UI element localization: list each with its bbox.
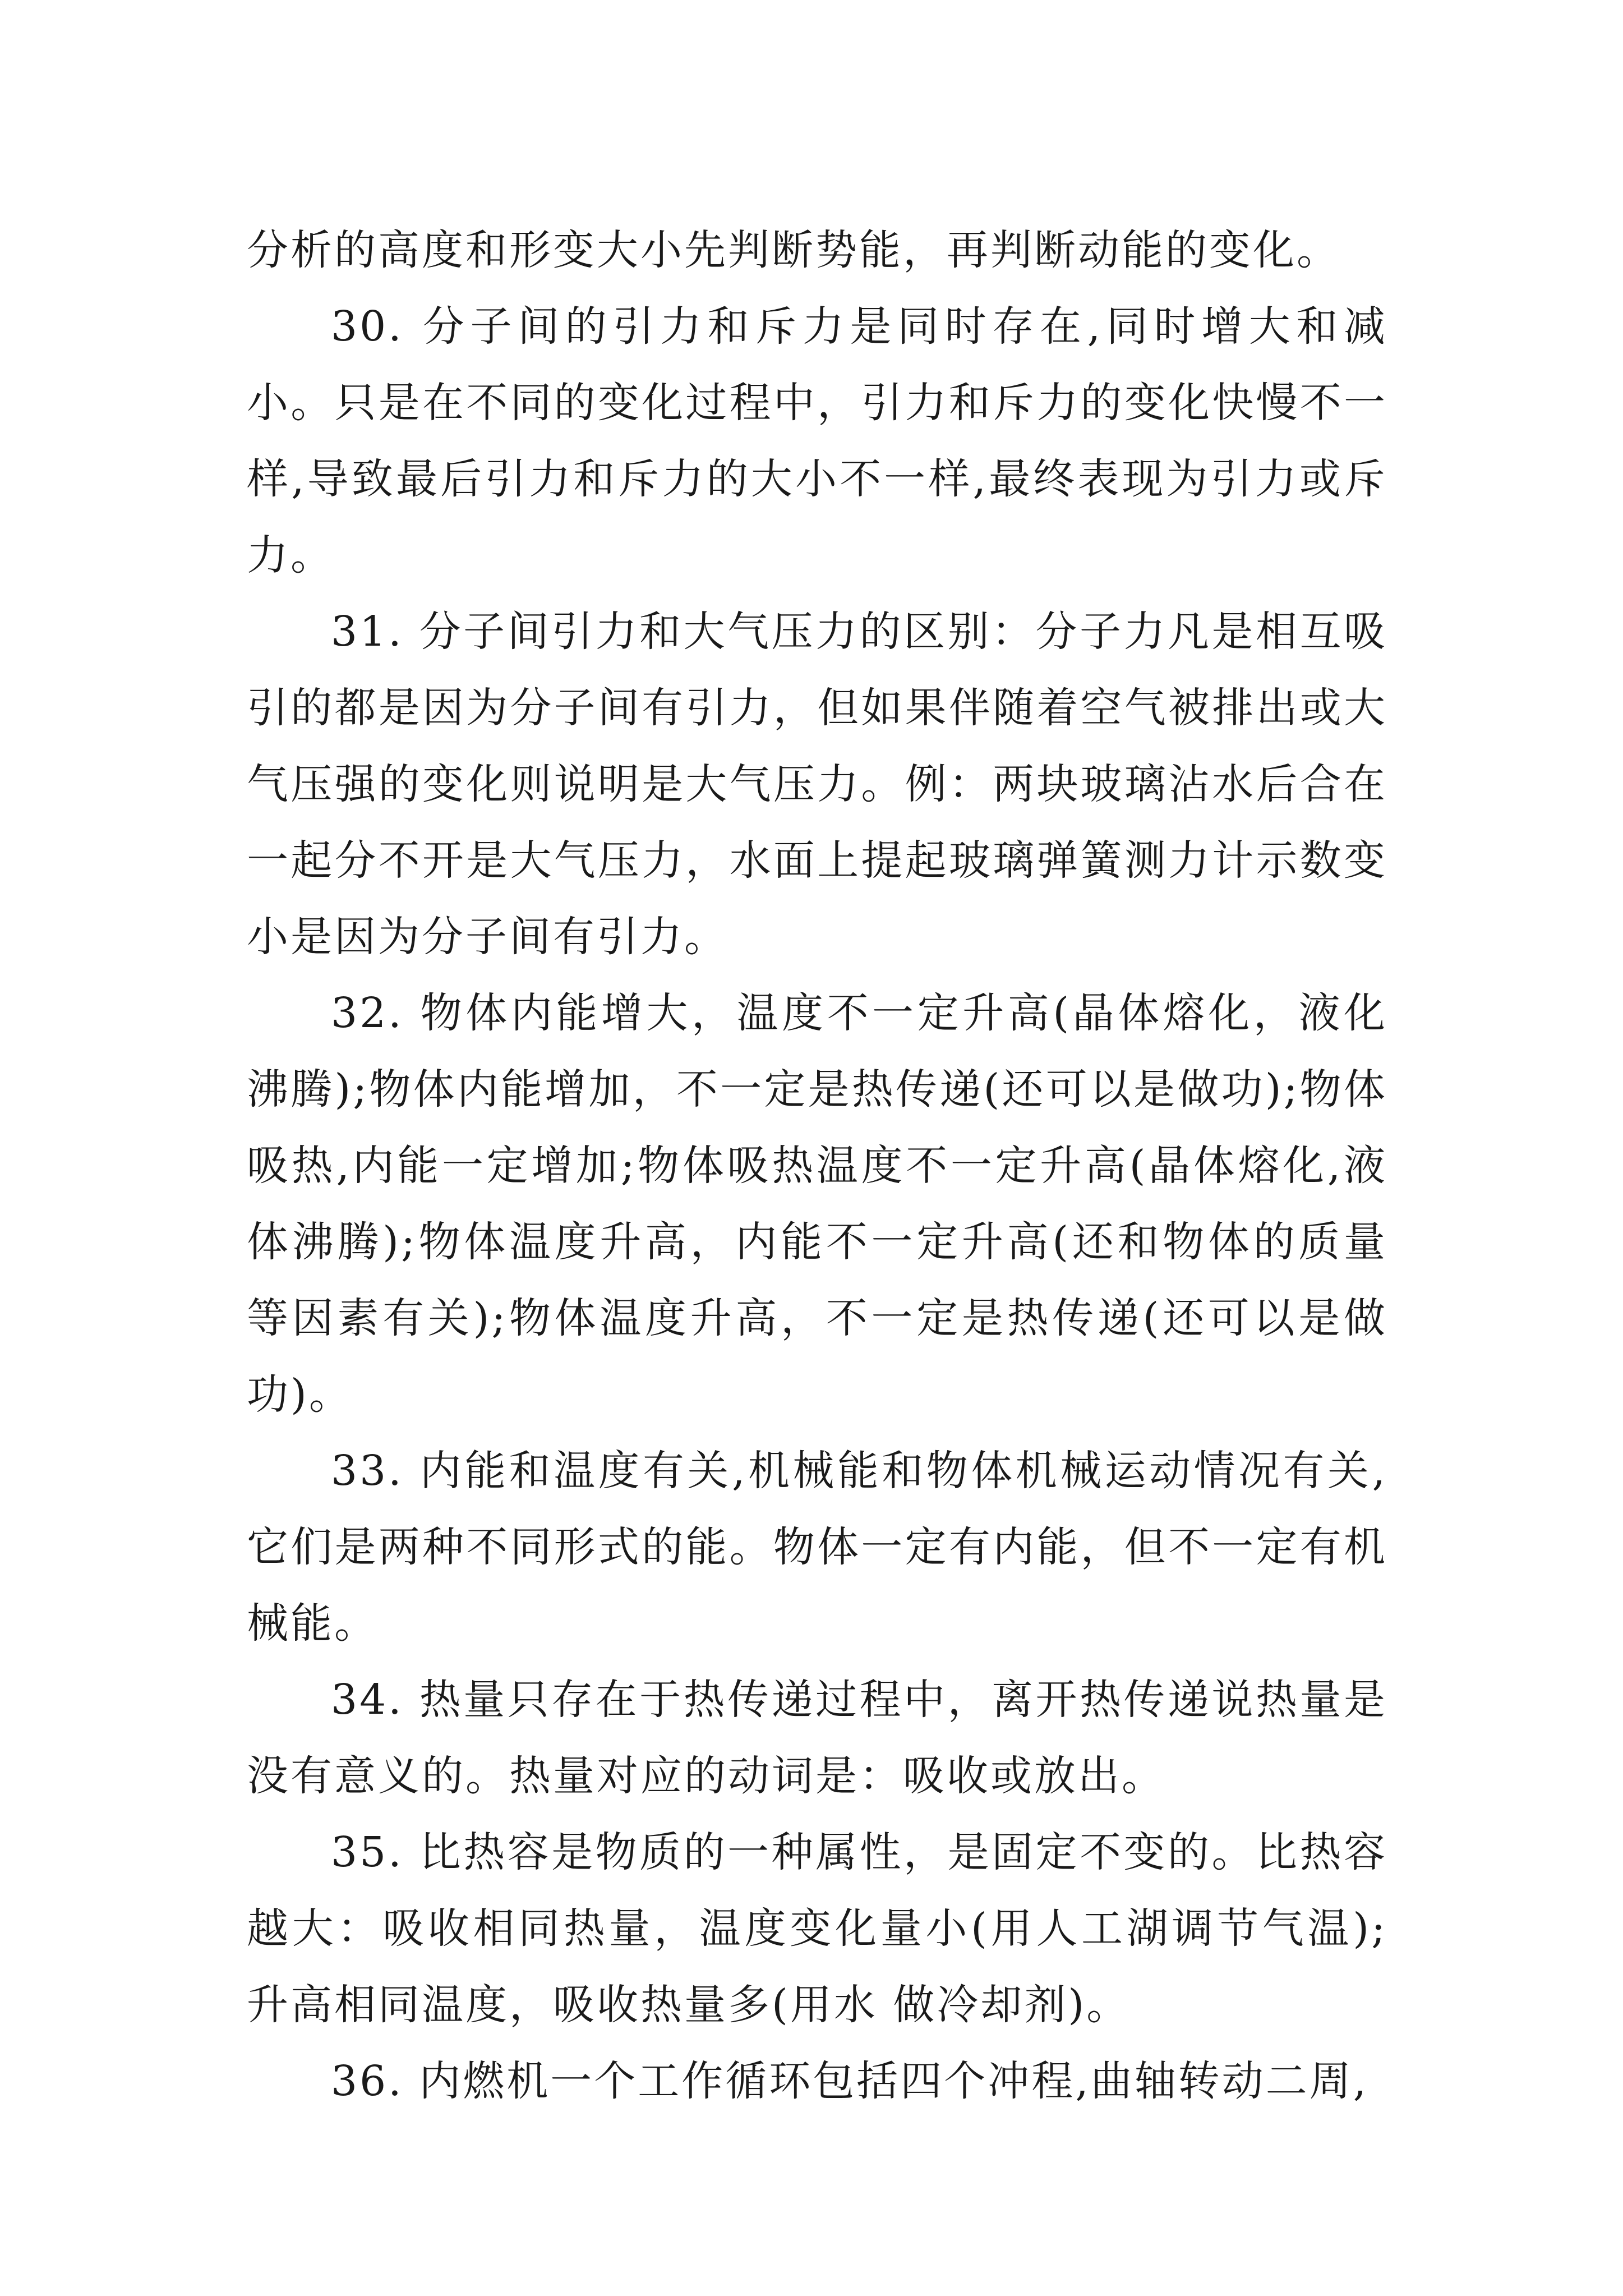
paragraph-item-30: 30. 分子间的引力和斥力是同时存在,同时增大和减小。只是在不同的变化过程中，引力和斥力的变化快慢不一样,导致最后引力和斥力的大小不一样,最终表现为引力或斥力。 [247,302,1387,579]
paragraph-item-33: 33. 内能和温度有关,机械能和物体机械运动情况有关,它们是两种不同形式的能。物体一定有内能，但不一定有机械能。 [247,1447,1387,1648]
paragraph-continuation: 分析的高度和形变大小先判断势能，再判断动能的变化。 [247,226,1340,274]
paragraph-item-32: 32. 物体内能增大，温度不一定升高(晶体熔化，液化沸腾);物体内能增加，不一定是热传递(还可以是做功);物体吸热,内能一定增加;物体吸热温度不一定升高(晶体熔化,液体沸腾);物体温度升高，内能不一定升高(还和物体的质量等因素有关);物体温度升高，不一定是热传递(还可以是做功)。 [247,989,1387,1419]
paragraph-item-34: 34. 热量只存在于热传递过程中，离开热传递说热量是没有意义的。热量对应的动词是：吸收或放出。 [247,1676,1387,1800]
paragraph-item-31: 31. 分子间引力和大气压力的区别：分子力凡是相互吸引的都是因为分子间有引力，但如果伴随着空气被排出或大气压强的变化则说明是大气压力。例：两块玻璃沾水后合在一起分不开是大气压力，水面上提起玻璃弹簧测力计示数变小是因为分子间有引力。 [247,608,1387,961]
paragraph-item-36: 36. 内燃机一个工作循环包括四个冲程,曲轴转动二周, [331,2057,1369,2105]
paragraph-item-35: 35. 比热容是物质的一种属性，是固定不变的。比热容越大：吸收相同热量，温度变化量小(用人工湖调节气温);升高相同温度，吸收热量多(用水 做冷却剂)。 [247,1828,1387,2029]
document-body [247,212,1387,2119]
